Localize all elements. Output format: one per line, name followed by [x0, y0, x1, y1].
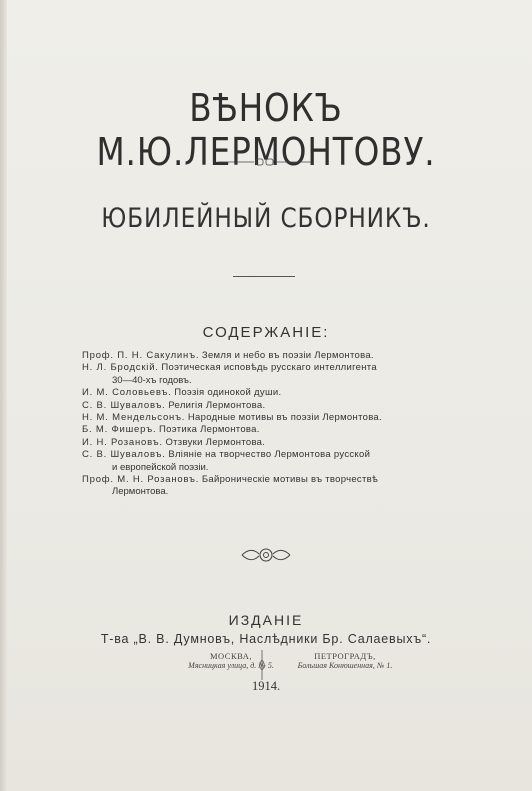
toc-title: Поэтическая исповѣдь русскаго интеллигента — [161, 362, 377, 374]
publication-year: 1914. — [251, 679, 281, 693]
toc-author: С. В. Шуваловъ. — [82, 449, 166, 461]
toc-title: Байроническiе мотивы въ творчествѣ — [201, 474, 379, 486]
toc-entry — [82, 412, 482, 424]
toc-author: И. Н. Розановъ. — [82, 436, 163, 448]
toc-entry — [82, 424, 482, 436]
book-title: ВѢНОКЪ М.Ю.ЛЕРМОНТОВУ. — [96, 86, 436, 174]
toc-title-continued: Лермонтова. — [112, 486, 169, 498]
toc-author: Проф. П. Н. Сакулинъ. — [82, 350, 200, 361]
toc-author: С. В. Шуваловъ. — [82, 399, 166, 411]
toc-title: Поэзiя одинокой души. — [174, 387, 282, 399]
city-name: ПЕТРОГРАДЪ, — [314, 651, 376, 661]
city-address: Мясницкая улица, д. № 5. — [188, 661, 274, 670]
toc-author: Н. Л. Бродскiй. — [82, 362, 159, 374]
ornament-divider-icon — [218, 156, 312, 168]
toc-title: Поэтика Лермонтова. — [159, 424, 260, 436]
imprint-heading: ИЗДАНIЕ — [228, 612, 304, 628]
book-subtitle: ЮБИЛЕЙНЫЙ СБОРНИКЪ. — [101, 203, 431, 234]
city-block-petrograd — [280, 651, 410, 670]
horizontal-rule — [233, 276, 295, 277]
table-of-contents — [82, 350, 482, 499]
toc-entry — [82, 362, 482, 387]
toc-title-continued: и европейской поэзiи. — [112, 461, 209, 473]
toc-entry — [82, 400, 482, 412]
toc-author: Н. М. Мендельсонъ. — [82, 412, 186, 424]
city-name: МОСКВА, — [209, 651, 253, 661]
toc-title-continued: 30—40-хъ годовъ. — [112, 374, 192, 386]
toc-title: Земля и небо въ поэзiи Лермонтова. — [201, 350, 374, 361]
toc-title: Отзвуки Лермонтова. — [165, 436, 266, 448]
toc-author: Б. М. Фишеръ. — [82, 424, 157, 436]
contents-heading: СОДЕРЖАНIЕ: — [202, 324, 330, 341]
toc-entry — [82, 350, 482, 362]
city-block-moscow — [166, 651, 296, 670]
toc-title: Народные мотивы въ поэзiи Лермонтова. — [187, 412, 382, 424]
toc-title: Влiянiе на творчество Лермонтова русской — [168, 449, 371, 461]
city-address: Большая Конюшенная, № 1. — [297, 661, 393, 670]
toc-entry — [82, 474, 482, 499]
toc-entry — [82, 387, 482, 399]
toc-entry — [82, 449, 482, 474]
toc-author: И. М. Соловьевъ. — [82, 387, 172, 399]
toc-author: Проф. М. Н. Розановъ. — [82, 474, 200, 486]
publisher-name: Т-ва „В. В. Думновъ, Наслѣдники Бр. Салаевыхъ“. — [100, 632, 432, 646]
toc-title: Религiя Лермонтова. — [168, 399, 266, 411]
flourish-separator-icon — [258, 650, 266, 680]
toc-entry — [82, 437, 482, 449]
winged-ornament-icon — [240, 546, 292, 564]
